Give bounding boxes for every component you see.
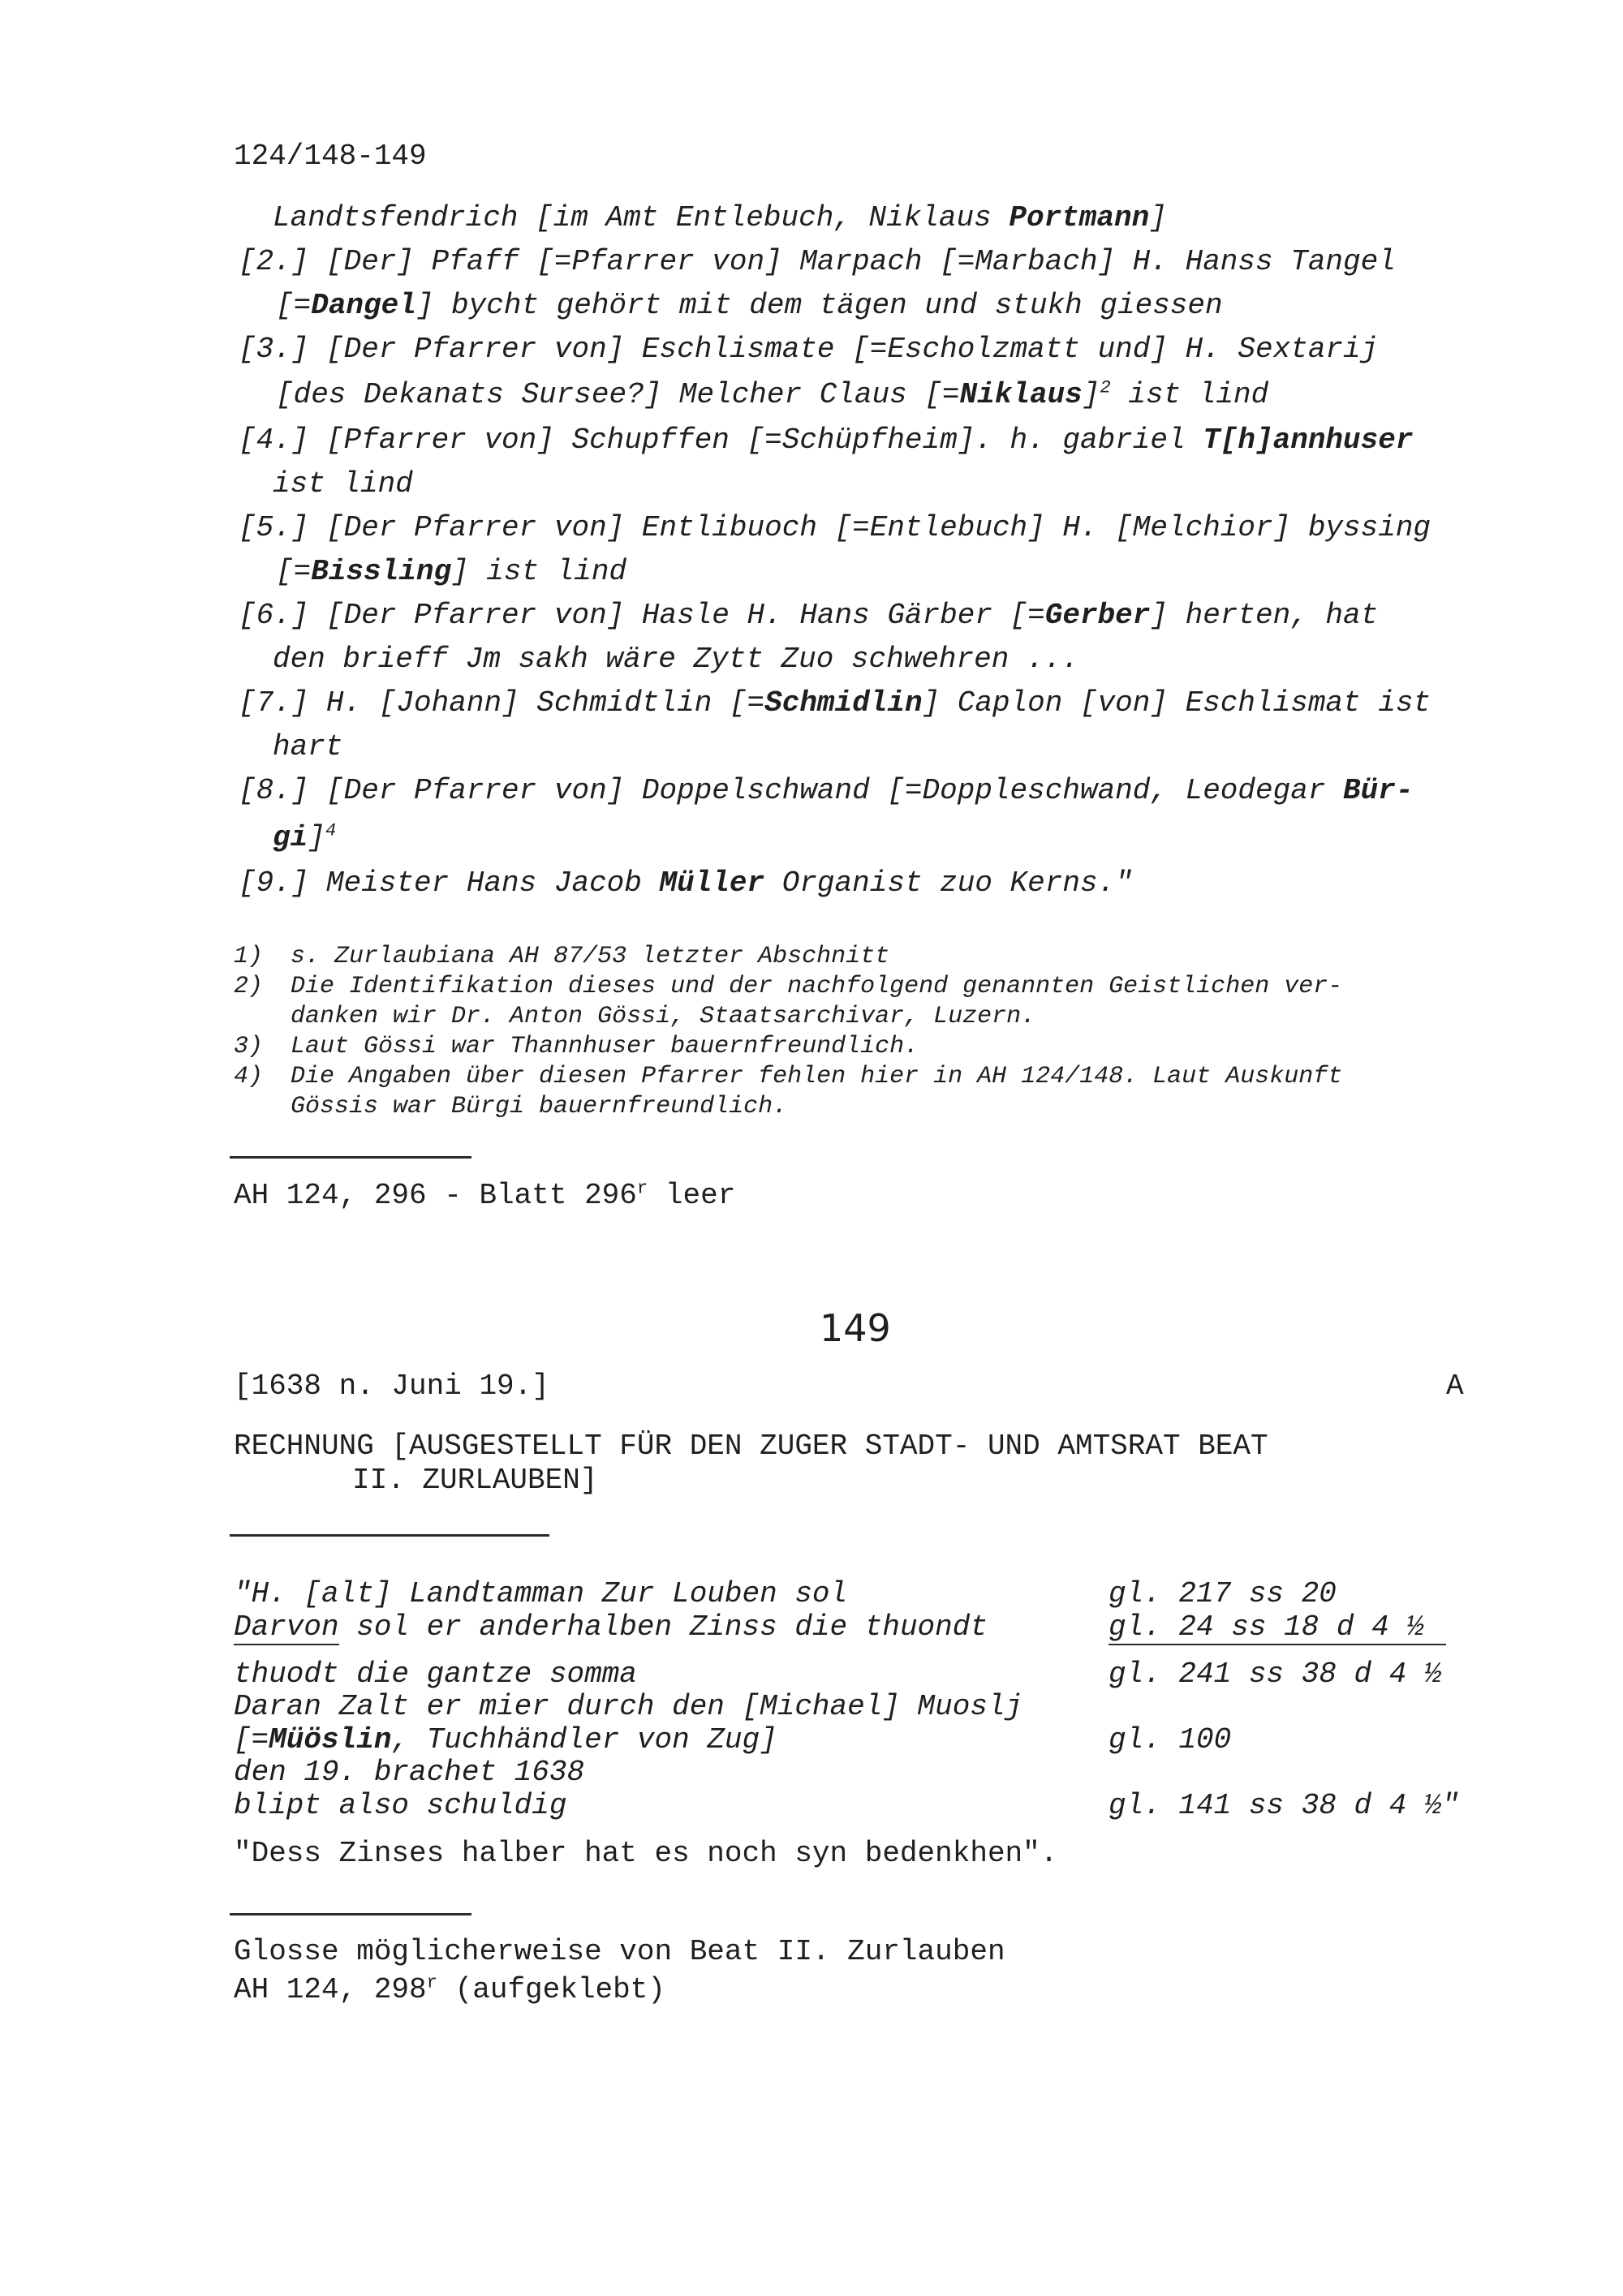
footnote-continuation: danken wir Dr. Anton Gössi, Staatsarchivar, Luzern. (291, 1003, 1036, 1030)
footnote: 3) Laut Gössi war Thannhuser bauernfreundlich. (234, 1033, 919, 1060)
gloss-quote: "Dess Zinses halber hat es noch syn bedenkhen". (234, 1837, 1058, 1870)
doc148-line: [3.] [Der Pfarrer von] Eschlismate [=Escholzmatt und] H. Sextarij (239, 333, 1379, 366)
doc148-line: [7.] H. [Johann] Schmidtlin [=Schmidlin] Caplon [von] Eschlismat ist (239, 686, 1431, 720)
doc149-title: RECHNUNG [AUSGESTELLT FÜR DEN ZUGER STADT- UND AMTSRAT BEAT (234, 1430, 1268, 1463)
account-row: den 19. brachet 1638 (234, 1756, 585, 1789)
doc149-date: [1638 n. Juni 19.] (234, 1369, 549, 1403)
footnote-ref: 2 (1100, 376, 1111, 398)
doc148-line: [5.] [Der Pfarrer von] Entlibuoch [=Entlebuch] H. [Melchior] byssing (239, 511, 1431, 544)
doc148-line: [des Dekanats Sursee?] Melcher Claus [=Niklaus]$^2$ ist lind (276, 376, 1269, 411)
doc148-line: [6.] [Der Pfarrer von] Hasle H. Hans Gärber [=Gerber] herten, hat (239, 599, 1379, 632)
doc148-line: [9.] Meister Hans Jacob Müller Organist zuo Kerns." (239, 866, 1133, 900)
doc148-source: AH 124, 296 - Blatt 296$^r$ leer (234, 1177, 736, 1212)
doc148-line: [2.] [Der] Pfaff [=Pfarrer von] Marpach [=Marbach] H. Hanss Tangel (239, 245, 1396, 278)
doc148-line: hart (273, 730, 343, 763)
doc148-line: ist lind (273, 467, 413, 501)
divider (230, 1534, 549, 1537)
account-row: thuodt die gantze somma (234, 1658, 637, 1691)
account-row: blipt also schuldig (234, 1789, 567, 1822)
doc148-line: [=Dangel] bycht gehört mit dem tägen und stukh giessen (276, 289, 1223, 322)
doc149-marker: A (1446, 1369, 1464, 1403)
doc148-line: [4.] [Pfarrer von] Schupffen [=Schüpfheim]. h. gabriel T[h]annhuser (239, 424, 1414, 457)
account-amount: gl. 241 ss 38 d 4 ½ (1109, 1658, 1442, 1691)
footnote: 4) Die Angaben über diesen Pfarrer fehlen hier in AH 124/148. Laut Auskunft (234, 1063, 1343, 1090)
account-amount: gl. 24 ss 18 d 4 ½ (1109, 1610, 1446, 1645)
doc148-line: gi]$^4$ (273, 819, 337, 854)
doc149-title-continued: II. ZURLAUBEN] (352, 1464, 598, 1497)
account-row: "H. [alt] Landtamman Zur Louben sol (234, 1577, 848, 1610)
account-row: Daran Zalt er mier durch den [Michael] Muoslj (234, 1690, 1023, 1723)
footnote-continuation: Gössis war Bürgi bauernfreundlich. (291, 1093, 788, 1120)
page-reference: 124/148-149 (234, 140, 427, 173)
doc149-number: 149 (820, 1306, 891, 1350)
account-amount: gl. 217 ss 20 (1109, 1577, 1337, 1610)
divider (230, 1156, 471, 1159)
doc148-line: Landtsfendrich [im Amt Entlebuch, Niklaus Portmann] (273, 201, 1167, 234)
doc148-line: [=Bissling] ist lind (276, 555, 627, 588)
doc148-line: [8.] [Der Pfarrer von] Doppelschwand [=Doppleschwand, Leodegar Bür- (239, 774, 1414, 807)
gloss-note: Glosse möglicherweise von Beat II. Zurlauben (234, 1935, 1005, 1968)
account-row: Darvon sol er anderhalben Zinss die thuondt (234, 1610, 988, 1644)
account-row: [=Müöslin, Tuchhändler von Zug] (234, 1723, 777, 1756)
footnote: 2) Die Identifikation dieses und der nachfolgend genannten Geistlichen ver- (234, 973, 1343, 1000)
footnote-ref: 4 (325, 819, 337, 841)
divider (230, 1913, 471, 1915)
footnote: 1) s. Zurlaubiana AH 87/53 letzter Abschnitt (234, 943, 890, 970)
account-amount: gl. 100 (1109, 1723, 1232, 1756)
doc149-source: AH 124, 298$^r$ (aufgeklebt) (234, 1971, 665, 2006)
account-amount: gl. 141 ss 38 d 4 ½" (1109, 1789, 1460, 1822)
doc148-line: den brieff Jm sakh wäre Zytt Zuo schwehren ... (273, 643, 1079, 676)
